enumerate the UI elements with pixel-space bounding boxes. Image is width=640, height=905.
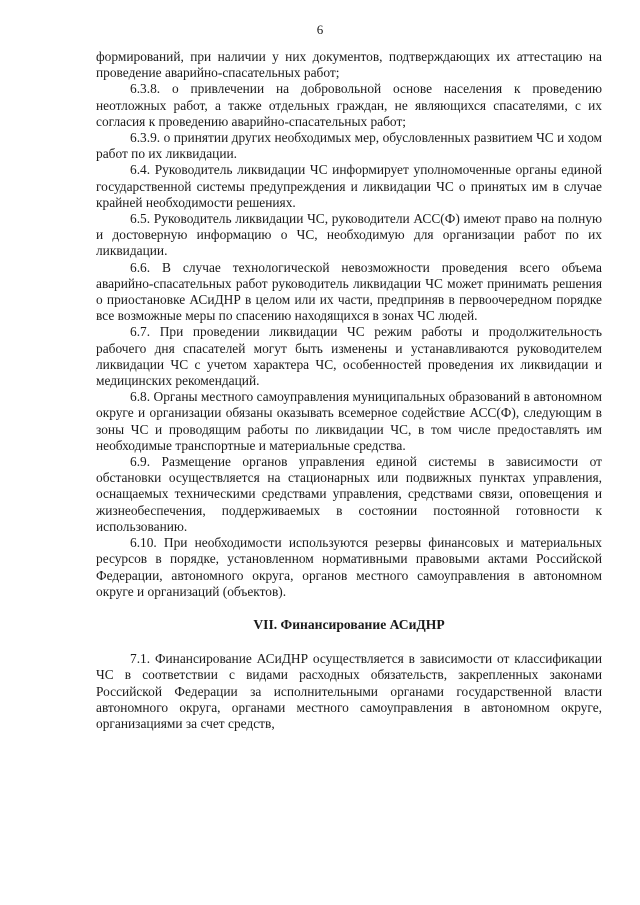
paragraph: 6.6. В случае технологической невозможности проведения всего объема аварийно-спасательных работ руководитель ликвидации ЧС может принимать решения о приостановке АСиДНР в целом или их части, предприняв в первоочередном порядке все возможные меры по спасению находящихся в зонах ЧС людей. xyxy=(96,259,602,324)
paragraph: 6.7. При проведении ликвидации ЧС режим работы и продолжительность рабочего дня спасателей могут быть изменены и устанавливаются руководителем ликвидации ЧС с учетом характера ЧС, особенностей проведения их ликвидации и медицинских рекомендаций. xyxy=(96,324,602,389)
paragraph: 6.8. Органы местного самоуправления муниципальных образований в автономном округе и организации обязаны оказывать всемерное содействие АСС(Ф), следующим в зоны ЧС и проводящим работы по ликвидации ЧС, в том числе предоставлять им необходимые транспортные и материальные средства. xyxy=(96,389,602,453)
paragraph: 6.9. Размещение органов управления единой системы в зависимости от обстановки осуществляется на стационарных или подвижных пунктах управления, оснащаемых техническими средствами управления, средствами связи, оповещения и жизнеобеспечения, поддерживаемых в состоянии постоянной готовности к использованию. xyxy=(96,454,602,534)
section-heading: VII. Финансирование АСиДНР xyxy=(253,616,445,632)
paragraph: 6.3.8. о привлечении на добровольной основе населения к проведению неотложных работ, а также отдельных граждан, не являющихся спасателями, с их согласия к проведению аварийно-спасательных работ; xyxy=(96,81,602,129)
page-number: 6 xyxy=(316,22,324,37)
paragraph: 6.10. При необходимости используются резервы финансовых и материальных ресурсов в порядке, установленном нормативными правовыми актами Российской Федерации, автономного округа, органов местного самоуправления в автономном округе и организаций (объектов). xyxy=(96,535,602,599)
paragraph: 6.5. Руководитель ликвидации ЧС, руководители АСС(Ф) имеют право на полную и достоверную информацию о ЧС, необходимую для организации работ по их ликвидации. xyxy=(96,211,602,259)
paragraph: 6.3.9. о принятии других необходимых мер, обусловленных развитием ЧС и ходом работ по их ликвидации. xyxy=(96,130,602,162)
document-body xyxy=(96,49,602,732)
paragraph: 7.1. Финансирование АСиДНР осуществляется в зависимости от классификации ЧС в соответствии с видами расходных обязательств, закрепленных законами Российской Федерации за исполнительными органами государственной власти автономного округа, органами местного самоуправления в автономном округе, организациями за счет средств, xyxy=(96,651,602,731)
paragraph: 6.4. Руководитель ликвидации ЧС информирует уполномоченные органы единой государственной системы предупреждения и ликвидации ЧС о принятых им в случае крайней необходимости решениях. xyxy=(96,162,602,210)
paragraph: формирований, при наличии у них документов, подтверждающих их аттестацию на проведение аварийно-спасательных работ; xyxy=(96,49,602,81)
